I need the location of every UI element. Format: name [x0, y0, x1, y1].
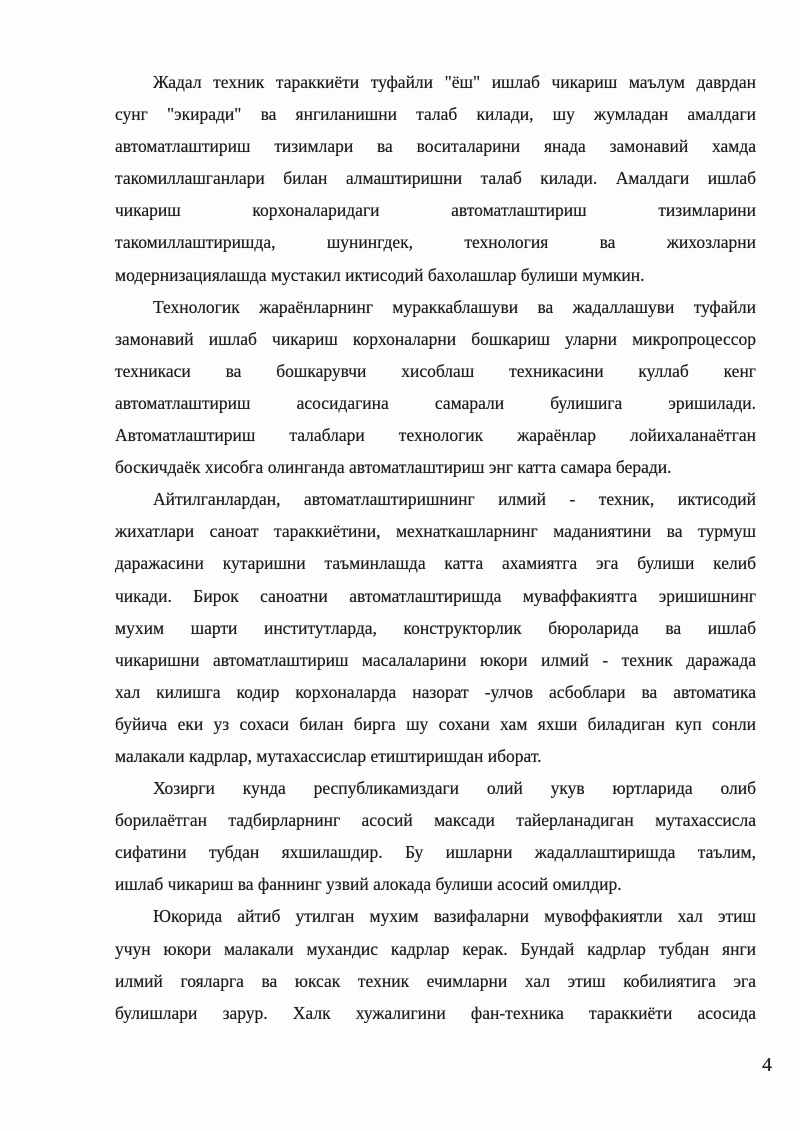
text-line: борилаётган тадбирларнинг асосий максади тайерланадиган мутахассисла	[115, 810, 756, 831]
text-line: модернизациялашда мустакил иктисодий бахолашлар булиши мумкин.	[115, 264, 645, 285]
text-line: сунг "экиради" ва янгиланишни талаб килади, шу жумладан амалдаги	[115, 104, 756, 125]
paragraph	[115, 291, 756, 484]
text-line: ишлаб чикариш ва фаннинг узвий алокада булиши асосий омилдир.	[115, 874, 622, 895]
text-line: Автоматлаштириш талаблари технологик жараёнлар лойихаланаётган	[115, 425, 756, 446]
paragraph	[115, 772, 756, 900]
text-line: булишлари зарур. Халк хужалигини фан-техника тараккиёти асосида	[115, 1002, 756, 1023]
text-line: буйича еки уз сохаси билан бирга шу сохани хам яхши биладиган куп сонли	[115, 713, 756, 734]
text-line: Технологик жараёнларнинг мураккаблашуви ва жадаллашуви туфайли	[153, 296, 756, 317]
text-line: такомиллашганлари билан алмаштиришни талаб килади. Амалдаги ишлаб	[115, 168, 756, 189]
text-line: чикариш корхоналаридаги автоматлаштириш тизимларини	[115, 200, 756, 221]
text-line: сифатини тубдан яхшилашдир. Бу ишларни жадаллаштиришда таълим,	[115, 842, 756, 863]
text-line: даражасини кутаришни таъминлашда катта ахамиятга эга булиши келиб	[115, 553, 756, 574]
text-line: Хозирги кунда республикамиздаги олий укув юртларида олиб	[153, 778, 756, 799]
text-line: автоматлаштириш тизимлари ва воситаларини янада замонавий хамда	[115, 136, 756, 157]
text-line: техникаси ва бошкарувчи хисоблаш техникасини куллаб кенг	[115, 360, 756, 381]
text-line: илмий гояларга ва юксак техник ечимларни хал этиш кобилиятига эга	[115, 970, 756, 991]
text-line: Жадал техник тараккиёти туфайли "ёш" ишлаб чикариш маълум даврдан	[153, 72, 756, 92]
text-line: боскичдаёк хисобга олинганда автоматлаштириш энг катта самара беради.	[115, 457, 672, 478]
text-line: жихатлари саноат тараккиётини, мехнаткашларнинг маданиятини ва турмуш	[115, 521, 756, 542]
text-line: чикади. Бирок саноатни автоматлаштиришда муваффакиятга эришишнинг	[115, 585, 756, 606]
text-line: учун юкори малакали мухандис кадрлар керак. Бундай кадрлар тубдан янги	[115, 938, 756, 959]
body-text	[115, 66, 756, 1029]
text-line: малакали кадрлар, мутахассислар етиштиришдан иборат.	[115, 745, 542, 766]
text-line: чикаришни автоматлаштириш масалаларини юкори илмий - техник даражада	[115, 649, 756, 670]
text-line: Юкорида айтиб утилган мухим вазифаларни мувоффакиятли хал этиш	[153, 906, 756, 927]
paragraph	[115, 483, 756, 772]
text-line: такомиллаштиришда, шунингдек, технология ва жихозларни	[115, 232, 756, 253]
text-line: Айтилганлардан, автоматлаштиришнинг илмий - техник, иктисодий	[153, 489, 756, 510]
text-line: хал килишга кодир корхоналарда назорат -улчов асбоблари ва автоматика	[115, 681, 756, 702]
paragraph	[115, 900, 756, 1028]
text-line: замонавий ишлаб чикариш корхоналарни бошкариш уларни микропроцессор	[115, 328, 756, 349]
paragraph	[115, 66, 756, 291]
page-number: 4	[762, 1054, 772, 1076]
text-line: автоматлаштириш асосидагина самарали булишига эришилади.	[115, 392, 756, 413]
text-line: мухим шарти институтларда, конструкторлик бюроларида ва ишлаб	[115, 617, 756, 638]
